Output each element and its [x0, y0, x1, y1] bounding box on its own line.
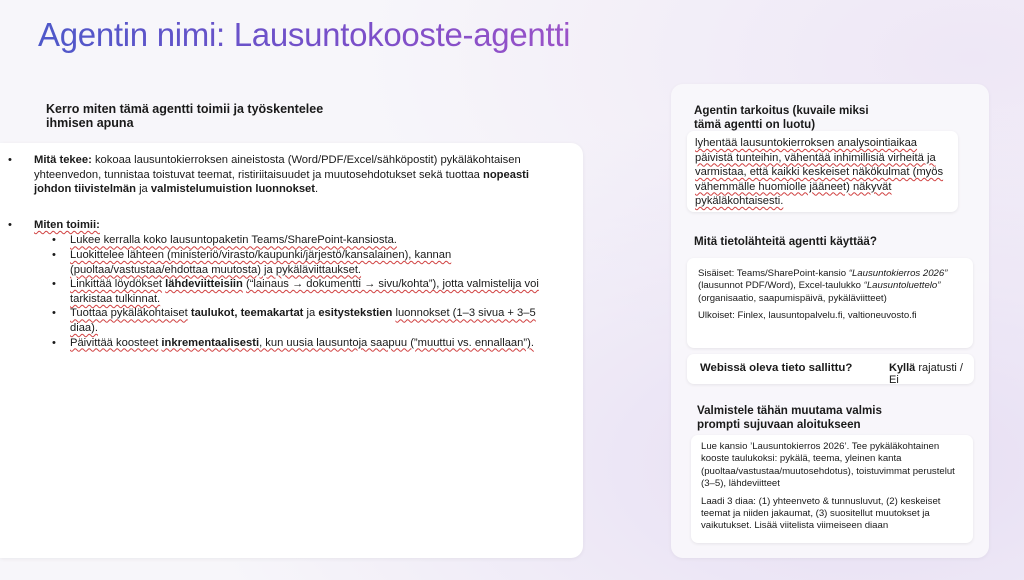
list-item-text: Tuottaa pykäläkohtaiset — [70, 307, 188, 320]
list-item-text: Luokittelee lähteen (ministeriö/virasto/kaupunki/järjestö/kansalainen), kannan (puoltaa/vastustaa/ehdottaa muutosta) ja pykäläviittaukset. — [70, 248, 452, 276]
right-panel — [671, 84, 989, 558]
web-rest: rajatusti / Ei — [889, 362, 963, 386]
list-item-bold: inkrementaalisesti — [161, 336, 260, 349]
purpose-text: lyhentää lausuntokierroksen analysointiaikaa päivistä tunteihin, vähentää inhimillisiä virheitä ja varmistaa, että kaikki keskeiset näkökulmat (myös vähemmälle huomiolle jääneet) näkyvät pykäläkohtaisesti. — [695, 137, 944, 207]
list-item: • Luokittelee lähteen (ministeriö/virasto/kaupunki/järjestö/kansalainen), kannan (puoltaa/vastustaa/ehdottaa muutosta) ja pykäläviittaukset. — [52, 248, 452, 276]
what-bullet: • Mitä tekee: kokoaa lausuntokierroksen aineistosta (Word/PDF/Excel/sähköpostit) pykäläkohtaisen yhteenvedon, tunnistaa toistuvat teemat, ristiriitaisuudet ja muutosehdotukset sekä tuottaa nopeasti johdon tiivistelmän ja valmistelumuistion luonnokset. — [8, 154, 530, 196]
sources-internal-b: “Lausuntokierros 2026” — [848, 268, 948, 279]
web-allowed-answer — [889, 362, 974, 386]
list-item-text: (“lainaus → dokumentti → sivu/kohta”), jotta valmistelija voi tarkistaa tulkinnat. — [70, 278, 539, 305]
list-item-text: , kun uusia lausuntoja saapuu (”muuttui vs. ennallaan”). — [259, 336, 534, 349]
list-item-text: ja — [306, 307, 316, 320]
list-item: • Päivittää koosteet inkrementaalisesti, kun uusia lausuntoja saapuu (”muuttui vs. ennallaan”). — [52, 336, 534, 349]
list-item-bold: lähdeviitteisiin — [165, 278, 243, 291]
list-item-text: Lukee kerralla koko lausuntopaketin Teams/SharePoint-kansiosta. — [70, 234, 397, 247]
sources-field[interactable] — [687, 258, 973, 348]
purpose-label: Agentin tarkoitus (kuvaile miksi tämä agentti on luotu) — [694, 104, 869, 131]
prompt-field[interactable] — [691, 435, 973, 543]
what-text: kokoaa lausuntokierroksen aineistosta (Word/PDF/Excel/sähköpostit) pykäläkohtaisen yhteenvedon, tunnistaa toistuvat teemat, ristiriitaisuudet ja muutosehdotukset sekä tuottaa — [34, 154, 521, 181]
how-bullet: • Miten toimii: — [8, 218, 100, 231]
prompt-1: Lue kansio ’Lausuntokierros 2026’. Tee pykäläkohtainen kooste taulukoksi: pykälä, teema, yleinen kanta (puoltaa/vastustaa/muutosehdotus), toistuvimmat perustelut (3–5), lähdeviitteet — [701, 441, 955, 490]
what-mid: ja — [139, 183, 148, 196]
sources-internal-d: “Lausuntoluettelo” — [863, 280, 941, 292]
prompt-label: Valmistele tähän muutama valmis prompti sujuvaan aloitukseen — [697, 404, 882, 431]
list-item-text: luonnokset (1–3 sivua + 3–5 diaa). — [70, 307, 536, 334]
web-allowed-field[interactable] — [687, 354, 974, 384]
what-label: Mitä tekee: — [34, 154, 92, 166]
how-label: Miten toimii: — [34, 218, 100, 231]
purpose-field[interactable] — [687, 131, 958, 212]
list-item: • Linkittää löydökset lähdeviitteisiin (“lainaus → dokumentti → sivu/kohta”), jotta valmistelija voi tarkistaa tulkinnat. — [52, 278, 539, 305]
list-item-text: Päivittää koosteet — [70, 336, 159, 349]
web-allowed-label: Webissä oleva tieto sallittu? — [700, 362, 853, 374]
page-title: Agentin nimi: Lausuntokooste-agentti — [38, 16, 571, 53]
sources-internal-a: Sisäiset: Teams/SharePoint-kansio — [698, 268, 847, 279]
web-yes: Kyllä — [889, 362, 916, 374]
list-item-text: Linkittää löydökset — [70, 278, 163, 291]
sources-internal-c: (lausunnot PDF/Word), Excel-taulukko — [698, 280, 861, 292]
sources-internal-e: (organisaatio, saapumispäivä, pykäläviitteet) — [698, 292, 887, 304]
sources-internal — [698, 268, 962, 305]
left-heading: Kerro miten tämä agentti toimii ja työskentelee ihmisen apuna — [46, 102, 324, 130]
how-list — [8, 233, 563, 350]
what-end: . — [315, 183, 319, 196]
what-bold-1: nopeasti johdon tiivistelmän — [34, 168, 530, 196]
list-item-bold: esitystekstien — [318, 307, 393, 320]
sources-external: Ulkoiset: Finlex, lausuntopalvelu.fi, valtioneuvosto.fi — [698, 310, 917, 322]
list-item-bold: taulukot, teemakartat — [190, 307, 304, 320]
list-item: • Lukee kerralla koko lausuntopaketin Teams/SharePoint-kansiosta. — [52, 234, 397, 247]
prompt-2: Laadi 3 diaa: (1) yhteenveto & tunnusluvut, (2) keskeiset teemat ja niiden jakaumat, (3) suositellut muutokset ja vaikutukset. Lisää viitelista viimeiseen diaan — [701, 495, 941, 532]
left-card — [0, 143, 583, 558]
sources-label: Mitä tietolähteitä agentti käyttää? — [694, 235, 877, 248]
list-item: • Tuottaa pykäläkohtaiset taulukot, teemakartat ja esitystekstien luonnokset (1–3 sivua + 3–5 diaa). — [52, 307, 536, 334]
what-bold-2: valmistelumuistion luonnokset — [150, 183, 315, 196]
